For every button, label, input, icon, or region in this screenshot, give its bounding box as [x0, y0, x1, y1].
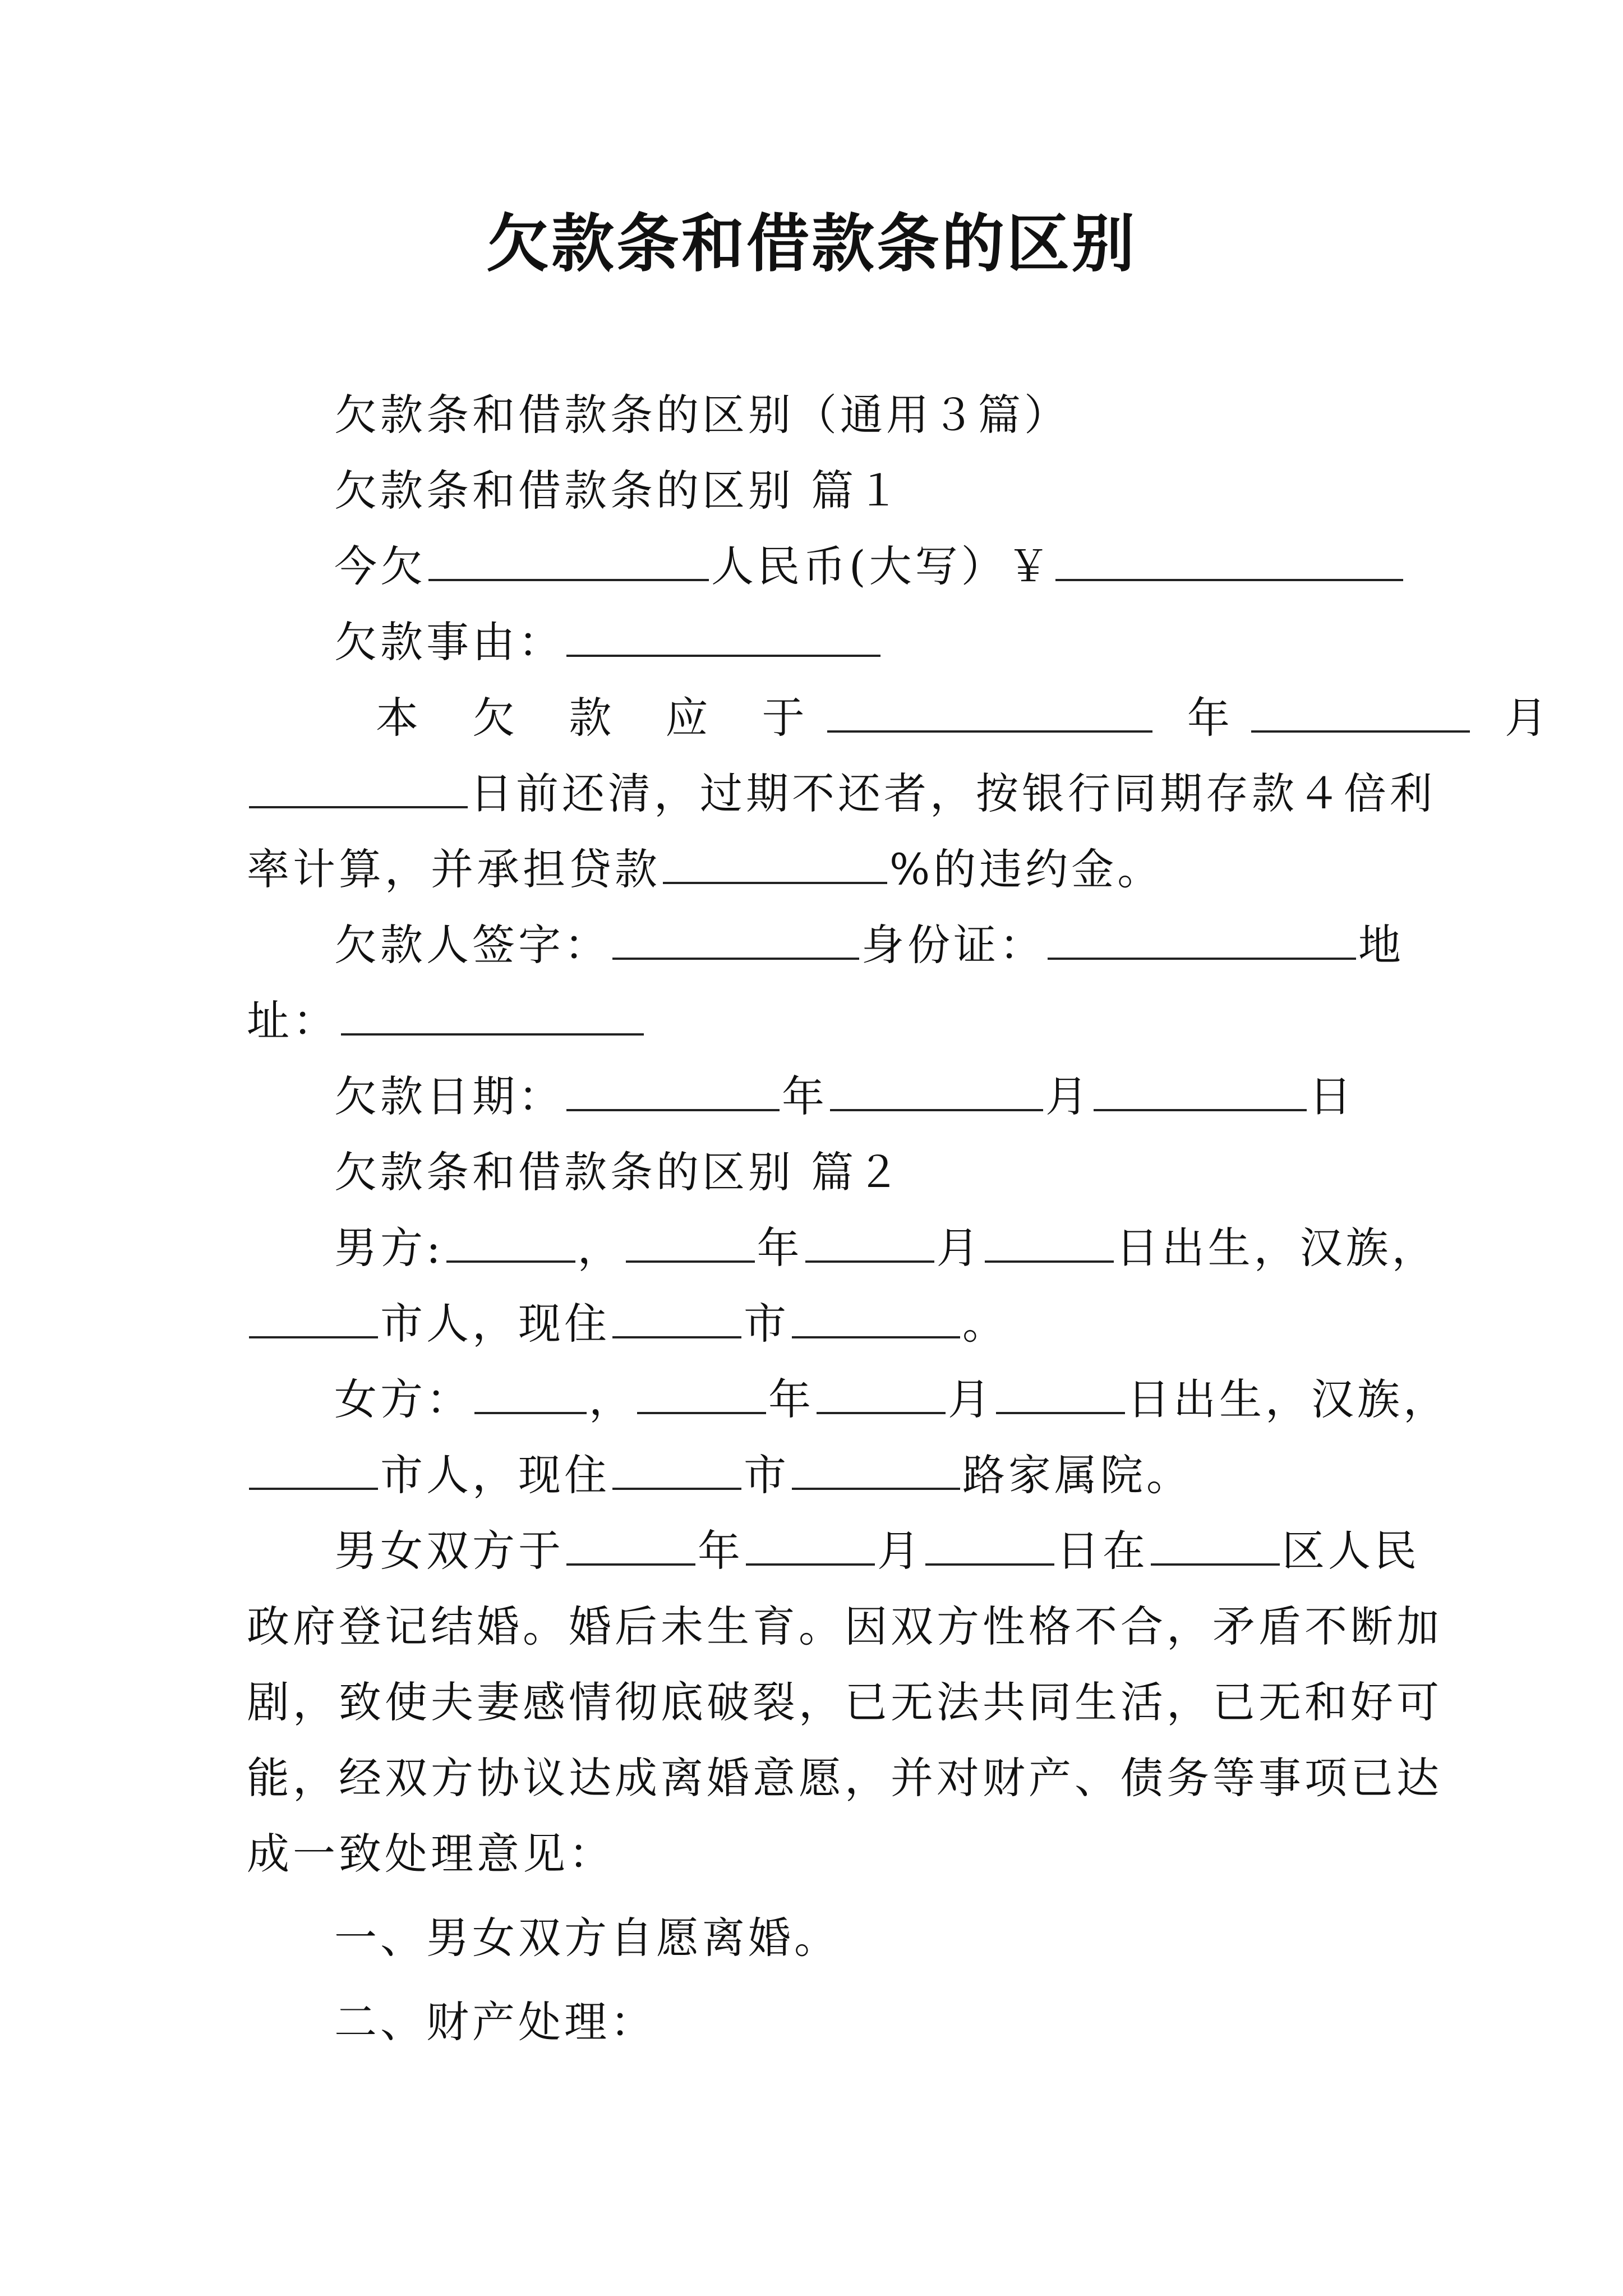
text-segment: 月 [936, 1223, 983, 1273]
debt-reason-line [334, 614, 883, 670]
blank-field [792, 1296, 960, 1338]
body-text-line: 政府登记结婚。婚后未生育。因双方性格不合，矛盾不断加 [247, 1602, 1442, 1651]
text-segment: 市人，现住 [380, 1299, 610, 1349]
blank-field [474, 1372, 587, 1414]
text-segment: 欠款人签字： [334, 920, 610, 970]
blank-field [1055, 539, 1403, 581]
text-segment: 年 [768, 1374, 814, 1424]
blank-field [1151, 1523, 1280, 1566]
body-text-line: 能，经双方协议达成离婚意愿，并对财产、债务等事项已达 [247, 1753, 1442, 1803]
blank-field [249, 1296, 378, 1338]
blank-field [985, 1220, 1114, 1263]
text-segment: 日出生，汉族， [1127, 1374, 1449, 1424]
text-segment: 年 [757, 1223, 803, 1273]
body-text-line: 剧，致使夫妻感情彻底破裂，已无法共同生活，已无和好可 [247, 1677, 1442, 1727]
blank-field [637, 1372, 766, 1414]
clause-2: 二、财产处理： [334, 1997, 656, 2047]
blank-field [428, 539, 709, 581]
blank-field [996, 1372, 1125, 1414]
text-segment: 路家属院。 [962, 1450, 1192, 1500]
text-segment: 地 [1358, 920, 1404, 970]
marriage-registration-line [334, 1523, 1420, 1579]
debt-date-line [334, 1069, 1355, 1125]
text-segment: ， [589, 1374, 635, 1424]
blank-field [446, 1220, 575, 1263]
blank-field [792, 1447, 960, 1490]
blank-field [663, 841, 887, 884]
text-segment: 年 [782, 1071, 828, 1121]
text-segment: 月 [1504, 693, 1551, 743]
blank-field [827, 690, 1152, 733]
text-segment: 日前还清，过期不还者，按银行同期存款４倍利 [470, 769, 1436, 818]
text-segment: 区人民 [1282, 1526, 1420, 1576]
text-segment: 日在 [1057, 1526, 1149, 1576]
text-segment: %的违约金。 [889, 844, 1164, 894]
text-segment: ， [577, 1223, 624, 1273]
male-residence-line [247, 1296, 1008, 1352]
text-segment: 市 [744, 1299, 790, 1349]
text-segment: 今欠 [334, 541, 426, 591]
text-segment: 月 [877, 1526, 923, 1576]
blank-field [612, 1447, 741, 1490]
section-heading-1: 欠款条和借款条的区别 篇１ [334, 466, 903, 516]
blank-field [1094, 1069, 1307, 1111]
blank-field [249, 1447, 378, 1490]
address-line [247, 993, 646, 1049]
text-segment: 身份证： [861, 920, 1045, 970]
text-segment: 。 [962, 1299, 1008, 1349]
female-party-line [334, 1372, 1449, 1428]
text-segment: 欠款事由： [334, 617, 564, 667]
blank-field [817, 1372, 946, 1414]
clause-1: 一、男女双方自愿离婚。 [334, 1913, 840, 1963]
male-party-line [334, 1220, 1438, 1276]
blank-field [1048, 917, 1356, 960]
female-residence-line [247, 1447, 1192, 1503]
debt-amount-line [334, 539, 1405, 595]
text-segment: 日 [1309, 1071, 1355, 1121]
repayment-terms-line [247, 766, 1436, 822]
due-date-line [376, 690, 1551, 746]
text-segment: 址： [247, 996, 339, 1046]
text-segment: 人民币(大写）￥ [711, 541, 1053, 591]
document-title: 欠款条和借款条的区别 [486, 207, 1137, 280]
blank-field [626, 1220, 755, 1263]
signature-line [334, 917, 1404, 973]
blank-field [612, 1296, 741, 1338]
blank-field [830, 1069, 1043, 1111]
blank-field [566, 1069, 780, 1111]
blank-field [249, 766, 468, 808]
section-heading-2: 欠款条和借款条的区别 篇２ [334, 1147, 903, 1197]
text-segment: 月 [948, 1374, 994, 1424]
blank-field [925, 1523, 1054, 1566]
penalty-line [247, 841, 1163, 898]
blank-field [566, 614, 880, 657]
text-segment: 月 [1045, 1071, 1091, 1121]
blank-field [805, 1220, 934, 1263]
text-segment: 年 [698, 1526, 744, 1576]
blank-field [566, 1523, 695, 1566]
text-segment: 年 [1187, 693, 1233, 743]
text-segment: 率计算，并承担贷款 [247, 844, 661, 894]
text-segment: 本 欠 款 应 于 [376, 693, 825, 743]
doc-subtitle: 欠款条和借款条的区别（通用３篇） [334, 390, 1070, 440]
body-text-line: 成一致处理意见： [247, 1829, 615, 1879]
text-segment: 男方: [334, 1223, 444, 1273]
blank-field [746, 1523, 875, 1566]
text-segment: 日出生，汉族， [1115, 1223, 1438, 1273]
text-segment: 市 [744, 1450, 790, 1500]
blank-field [612, 917, 859, 960]
blank-field [341, 993, 644, 1036]
text-segment: 欠款日期： [334, 1071, 564, 1121]
text-segment: 男女双方于 [334, 1526, 564, 1576]
text-segment: 女方： [334, 1374, 472, 1424]
text-segment: 市人，现住 [380, 1450, 610, 1500]
blank-field [1251, 690, 1470, 733]
